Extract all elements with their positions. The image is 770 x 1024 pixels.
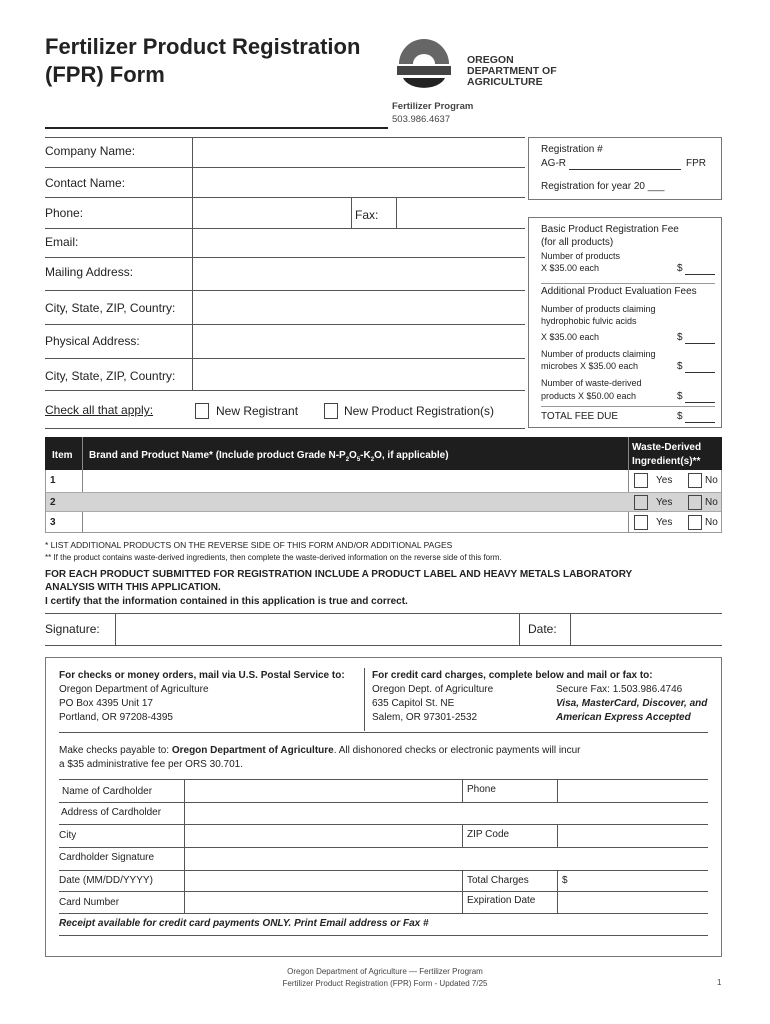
- oda-logo-icon: [395, 38, 453, 92]
- cc-title: For credit card charges, complete below and mail or fax to:: [372, 670, 653, 681]
- cc-address: Salem, OR 97301-2532: [372, 712, 478, 723]
- new-product-label: New Product Registration(s): [344, 404, 495, 418]
- col-name-text: Brand and Product Name* (Include product Grade N-P: [89, 450, 346, 461]
- contact-name-input[interactable]: [194, 168, 524, 196]
- subscript: 2: [370, 457, 375, 463]
- payable-name: Oregon Department of Agriculture: [171, 745, 334, 756]
- zip-input[interactable]: [559, 825, 708, 846]
- row-item-number: 3: [50, 517, 56, 528]
- physical-city-input[interactable]: [194, 359, 524, 389]
- page-number: 1: [717, 978, 722, 987]
- cc-date-label: Date (MM/DD/YYYY): [59, 875, 153, 886]
- fulvic-rate: X $35.00 each: [541, 332, 600, 342]
- expiration-input[interactable]: [559, 892, 708, 912]
- col-waste: Waste-Derived: [632, 442, 702, 453]
- signature-input[interactable]: [117, 614, 517, 644]
- waste-yes-checkbox[interactable]: [634, 495, 648, 510]
- cardholder-signature-input[interactable]: [186, 848, 708, 869]
- page-title: [45, 33, 360, 89]
- program-phone: 503.986.4637: [392, 114, 451, 125]
- note-1: * LIST ADDITIONAL PRODUCTS ON THE REVERSE SIDE OF THIS FORM AND/OR ADDITIONAL PAGES: [45, 540, 453, 550]
- cardholder-name-label: Name of Cardholder: [62, 786, 153, 797]
- registration-year: Registration for year 20 ___: [541, 181, 665, 192]
- waste-no-checkbox[interactable]: [688, 495, 702, 510]
- cc-phone-input[interactable]: [559, 780, 708, 801]
- card-number-label: Card Number: [59, 897, 120, 908]
- zip-label: ZIP Code: [467, 829, 510, 840]
- mailing-city-label: City, State, ZIP, Country:: [45, 301, 176, 315]
- col-product-name: [89, 450, 449, 463]
- phone-label: Phone:: [45, 206, 84, 220]
- cardholder-name-input[interactable]: [186, 780, 461, 801]
- certification-text: I certify that the information contained in this application is true and correct.: [45, 596, 408, 607]
- mailing-address-label: Mailing Address:: [45, 265, 134, 279]
- checks-address: Portland, OR 97208-4395: [59, 712, 173, 723]
- col-name-text: O, if applicable): [374, 450, 449, 461]
- microbes-fee-input[interactable]: [685, 372, 715, 373]
- footer-line-2: Fertilizer Product Registration (FPR) Form - Updated 7/25: [282, 979, 488, 988]
- checks-address: PO Box 4395 Unit 17: [59, 698, 153, 709]
- new-registrant-label: New Registrant: [216, 404, 299, 418]
- registration-prefix: AG-R: [541, 158, 566, 169]
- registration-box: [528, 137, 722, 200]
- email-input[interactable]: [194, 229, 524, 256]
- registration-number-input[interactable]: [569, 169, 681, 170]
- dollar-sign: $: [677, 332, 683, 343]
- waste-label: Number of waste-derived: [541, 378, 642, 388]
- card-number-input[interactable]: [186, 892, 461, 912]
- program-name: Fertilizer Program: [392, 101, 474, 112]
- logo-text: [467, 55, 557, 88]
- col-name-text: O: [349, 450, 357, 461]
- mailing-address-input[interactable]: [194, 258, 524, 289]
- instruction-bold: FOR EACH PRODUCT SUBMITTED FOR REGISTRATION INCLUDE A PRODUCT LABEL AND HEAVY METALS LABORATORY: [45, 569, 633, 580]
- col-item: Item: [52, 450, 73, 461]
- no-label: No: [705, 497, 718, 508]
- cardholder-address-input[interactable]: [186, 803, 708, 823]
- date-input[interactable]: [572, 614, 722, 644]
- title-line-1: Fertilizer Product Registration: [45, 34, 361, 59]
- subscript: 5: [356, 457, 361, 463]
- fulvic-label: Number of products claiming: [541, 304, 656, 314]
- cards-accepted: Visa, MasterCard, Discover, and: [556, 698, 708, 709]
- product-name-input[interactable]: [84, 493, 627, 512]
- no-label: No: [705, 475, 718, 486]
- yes-label: Yes: [656, 517, 673, 528]
- title-underline: [45, 127, 388, 129]
- payable-pre: Make checks payable to:: [59, 745, 172, 756]
- date-label: Date:: [528, 622, 557, 636]
- registration-suffix: FPR: [686, 158, 706, 169]
- dollar-sign: $: [677, 361, 683, 372]
- signature-label: Signature:: [45, 622, 100, 636]
- row-item-number: 2: [50, 497, 56, 508]
- receipt-label: Receipt available for credit card payments ONLY. Print Email address or Fax #: [59, 918, 429, 929]
- contact-name-label: Contact Name:: [45, 176, 126, 190]
- check-all-label: Check all that apply:: [45, 403, 154, 417]
- product-name-input[interactable]: [84, 471, 627, 490]
- row-item-number: 1: [50, 475, 56, 486]
- total-fee-label: TOTAL FEE DUE: [541, 411, 619, 422]
- cc-city-label: City: [59, 830, 77, 841]
- total-charges-input[interactable]: [572, 871, 708, 890]
- microbes-label: microbes X $35.00 each: [541, 361, 639, 371]
- waste-label: products X $50.00 each: [541, 391, 637, 401]
- cc-phone-label: Phone: [467, 784, 496, 795]
- payable-text-2: a $35 administrative fee per ORS 30.701.: [59, 759, 243, 770]
- registration-number-label: Registration #: [541, 144, 603, 155]
- secure-fax: Secure Fax: 1.503.986.4746: [556, 684, 683, 695]
- expiration-label: Expiration Date: [467, 895, 536, 906]
- dollar-sign: $: [677, 411, 683, 422]
- dollar-sign: $: [677, 391, 683, 402]
- title-line-2: (FPR) Form: [45, 62, 165, 87]
- cards-accepted: American Express Accepted: [556, 712, 691, 723]
- cc-address: 635 Capitol St. NE: [372, 698, 455, 709]
- basic-fee-count: Number of products: [541, 251, 621, 261]
- company-name-label: Company Name:: [45, 144, 136, 158]
- total-fee-input[interactable]: [685, 422, 715, 423]
- basic-fee-rate: X $35.00 each: [541, 263, 600, 273]
- cardholder-address-label: Address of Cardholder: [61, 807, 162, 818]
- new-product-checkbox[interactable]: [324, 403, 338, 419]
- checks-address: Oregon Department of Agriculture: [59, 684, 209, 695]
- no-label: No: [705, 517, 718, 528]
- yes-label: Yes: [656, 475, 673, 486]
- fulvic-fee-input[interactable]: [685, 343, 715, 344]
- waste-no-checkbox[interactable]: [688, 473, 702, 488]
- basic-fee-title: Basic Product Registration Fee: [541, 224, 679, 235]
- email-label: Email:: [45, 235, 79, 249]
- product-name-input[interactable]: [84, 513, 627, 532]
- checks-title: For checks or money orders, mail via U.S. Postal Service to:: [59, 670, 345, 681]
- cc-date-input[interactable]: [186, 871, 461, 890]
- cc-address: Oregon Dept. of Agriculture: [372, 684, 494, 695]
- total-charges-dollar: $: [562, 875, 568, 886]
- footer-line-1: Oregon Department of Agriculture — Fertilizer Program: [287, 967, 483, 976]
- fax-input[interactable]: [398, 198, 524, 227]
- receipt-contact-input[interactable]: [450, 914, 708, 934]
- mailing-city-input[interactable]: [194, 291, 524, 323]
- waste-yes-checkbox[interactable]: [634, 473, 648, 488]
- cardholder-signature-label: Cardholder Signature: [59, 852, 155, 863]
- physical-city-label: City, State, ZIP, Country:: [45, 369, 176, 383]
- new-registrant-checkbox[interactable]: [195, 403, 209, 419]
- waste-yes-checkbox[interactable]: [634, 515, 648, 530]
- dollar-sign: $: [677, 263, 683, 274]
- cc-city-input[interactable]: [186, 825, 461, 846]
- additional-fees-title: Additional Product Evaluation Fees: [541, 286, 697, 297]
- logo-line: OREGON: [467, 54, 514, 66]
- payable-text: [59, 745, 581, 756]
- payable-post: . All dishonored checks or electronic payments will incur: [333, 745, 581, 756]
- physical-address-label: Physical Address:: [45, 334, 140, 348]
- basic-fee-sub: (for all products): [541, 237, 614, 248]
- logo-line: AGRICULTURE: [467, 76, 543, 88]
- note-2: ** If the product contains waste-derived ingredients, then complete the waste-derived information on the reverse side of this form.: [45, 553, 502, 562]
- fax-label: Fax:: [355, 208, 379, 222]
- microbes-label: Number of products claiming: [541, 349, 656, 359]
- company-name-input[interactable]: [194, 138, 524, 166]
- physical-address-input[interactable]: [194, 325, 524, 357]
- col-name-text: -K: [360, 450, 371, 461]
- yes-label: Yes: [656, 497, 673, 508]
- subscript: 2: [345, 457, 350, 463]
- phone-input[interactable]: [194, 198, 350, 227]
- waste-no-checkbox[interactable]: [688, 515, 702, 530]
- instruction-bold: ANALYSIS WITH THIS APPLICATION.: [45, 582, 221, 593]
- logo-line: DEPARTMENT OF: [467, 65, 557, 77]
- basic-fee-input[interactable]: [685, 274, 715, 275]
- fulvic-label: hydrophobic fulvic acids: [541, 316, 637, 326]
- col-waste: Ingredient(s)**: [632, 456, 701, 467]
- waste-fee-input[interactable]: [685, 402, 715, 403]
- fee-box: [528, 217, 722, 428]
- total-charges-label: Total Charges: [467, 875, 529, 886]
